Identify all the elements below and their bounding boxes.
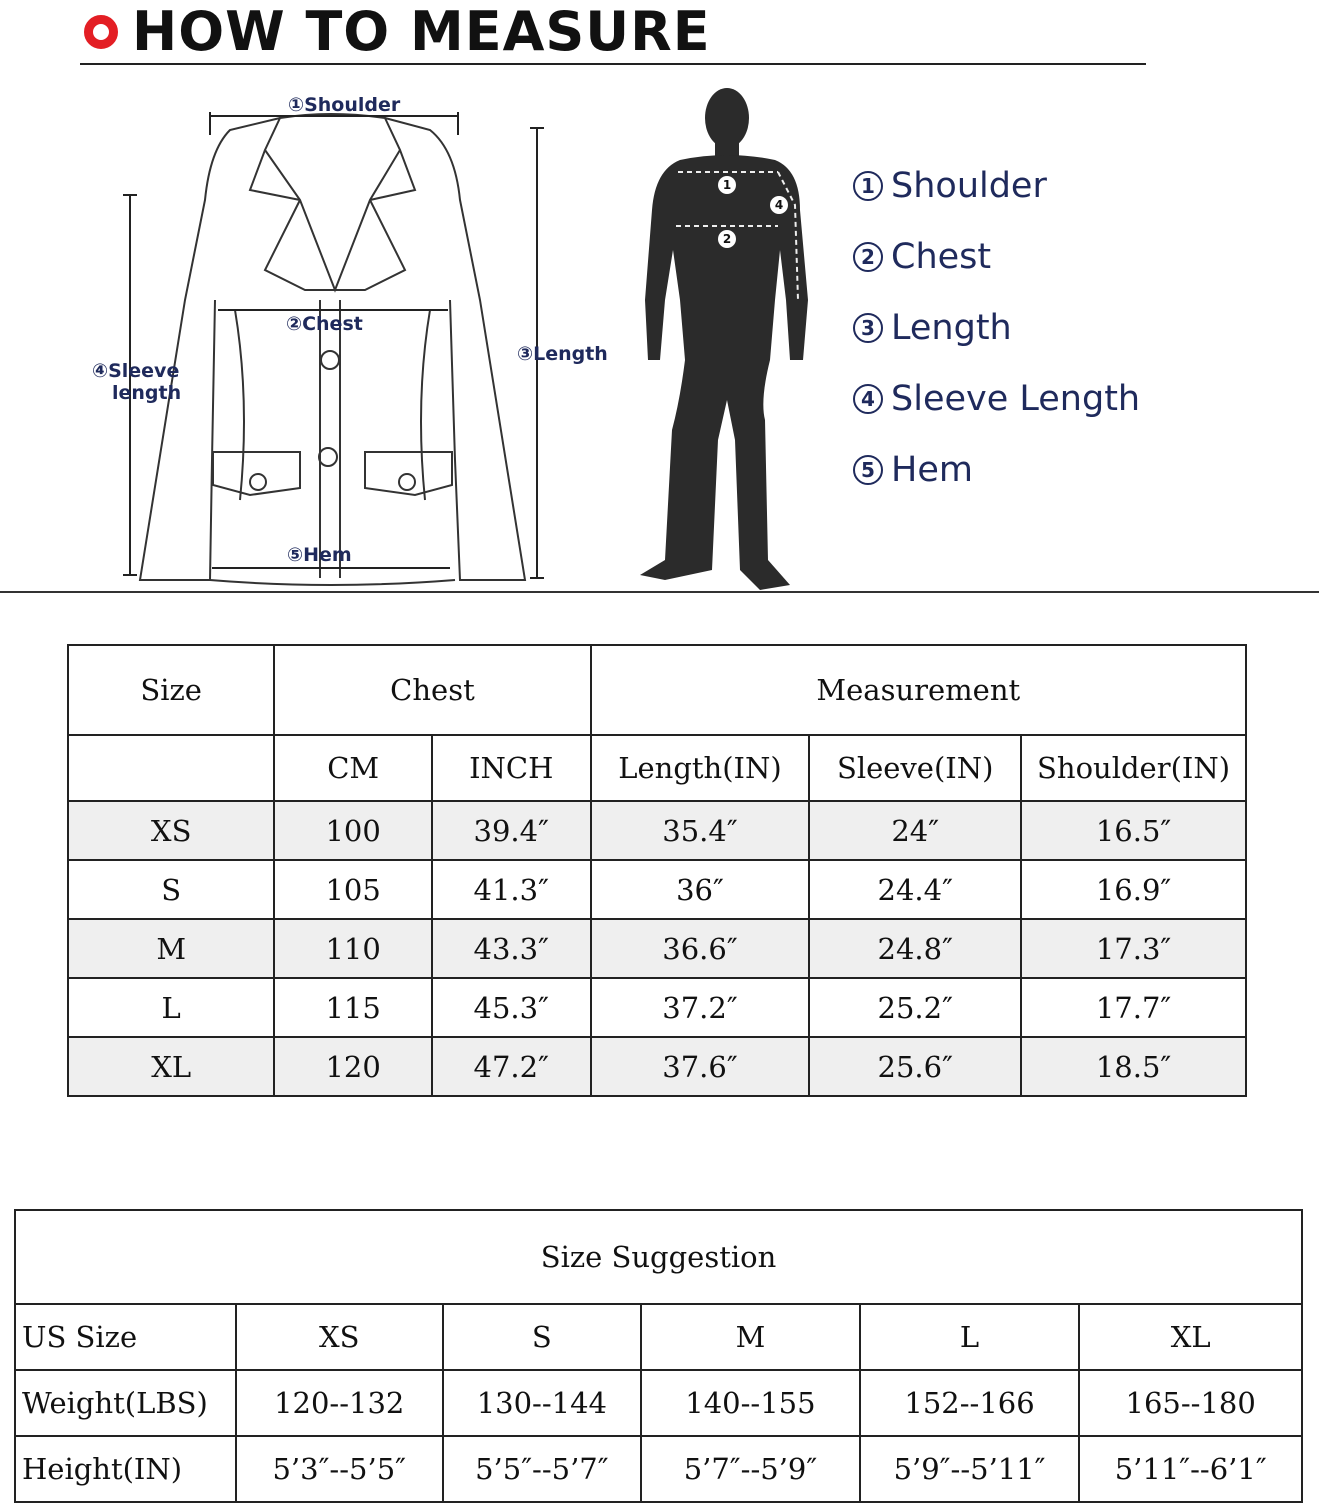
table-row: [68, 978, 1246, 1037]
table-row: [15, 1370, 1302, 1436]
section-divider: [0, 591, 1319, 593]
table-row: [68, 919, 1246, 978]
row-label: US Size: [15, 1304, 236, 1370]
cell: 43.3″: [432, 919, 591, 978]
cell: 24″: [809, 801, 1021, 860]
cell: 110: [274, 919, 432, 978]
cell: 5’7″--5’9″: [641, 1436, 860, 1502]
cell: 16.5″: [1021, 801, 1246, 860]
table-row: [68, 860, 1246, 919]
label-sleeve-2: length: [112, 382, 182, 404]
cell: 130--144: [443, 1370, 642, 1436]
legend-number-icon: 1: [853, 171, 883, 201]
header-measurement: Measurement: [591, 645, 1246, 735]
table-header-row: [68, 645, 1246, 735]
legend-label: Shoulder: [891, 165, 1047, 206]
header-chest: Chest: [274, 645, 590, 735]
legend-item: [853, 434, 1140, 505]
cell: XS: [236, 1304, 443, 1370]
cell: 39.4″: [432, 801, 591, 860]
suggestion-title: Size Suggestion: [15, 1210, 1302, 1304]
page-title: HOW TO MEASURE: [132, 0, 711, 63]
marker-1: 1: [722, 178, 732, 192]
cell: M: [68, 919, 274, 978]
legend-label: Hem: [891, 449, 973, 490]
legend-number-icon: 4: [853, 384, 883, 414]
cell: 36″: [591, 860, 810, 919]
jacket-labels: [92, 94, 608, 566]
subheader-length: Length(IN): [591, 735, 810, 801]
measurement-legend: [853, 150, 1140, 505]
cell: L: [68, 978, 274, 1037]
label-hem: ⑤Hem: [287, 544, 352, 566]
header-size: Size: [68, 645, 274, 735]
cell: 5’11″--6’1″: [1079, 1436, 1302, 1502]
cell: 105: [274, 860, 432, 919]
body-silhouette: [640, 88, 808, 590]
size-suggestion-table: [14, 1209, 1303, 1503]
cell: 25.2″: [809, 978, 1021, 1037]
legend-item: [853, 292, 1140, 363]
cell: 120--132: [236, 1370, 443, 1436]
label-chest: ②Chest: [286, 313, 363, 335]
legend-label: Length: [891, 307, 1012, 348]
size-chart-table: [67, 644, 1247, 1097]
label-sleeve-1: ④Sleeve: [92, 360, 180, 382]
subheader-inch: INCH: [432, 735, 591, 801]
label-shoulder: ①Shoulder: [288, 94, 401, 116]
cell: 45.3″: [432, 978, 591, 1037]
red-circle-icon: [84, 15, 118, 49]
cell: 140--155: [641, 1370, 860, 1436]
cell: 16.9″: [1021, 860, 1246, 919]
suggestion-title-row: [15, 1210, 1302, 1304]
cell: 5’3″--5’5″: [236, 1436, 443, 1502]
cell: 36.6″: [591, 919, 810, 978]
cell: 24.4″: [809, 860, 1021, 919]
cell: 47.2″: [432, 1037, 591, 1096]
cell: XS: [68, 801, 274, 860]
cell: XL: [1079, 1304, 1302, 1370]
cell: S: [443, 1304, 642, 1370]
cell: S: [68, 860, 274, 919]
legend-number-icon: 2: [853, 242, 883, 272]
cell: L: [860, 1304, 1080, 1370]
subheader-cm: CM: [274, 735, 432, 801]
legend-number-icon: 5: [853, 455, 883, 485]
jacket-sketch: [123, 112, 544, 585]
table-row: [15, 1436, 1302, 1502]
cell: 41.3″: [432, 860, 591, 919]
cell: 5’9″--5’11″: [860, 1436, 1080, 1502]
subheader-empty: [68, 735, 274, 801]
cell: 165--180: [1079, 1370, 1302, 1436]
cell: 152--166: [860, 1370, 1080, 1436]
table-row: [68, 1037, 1246, 1096]
marker-4: 4: [774, 198, 784, 212]
cell: 120: [274, 1037, 432, 1096]
page-header: [84, 2, 711, 62]
row-label: Height(IN): [15, 1436, 236, 1502]
legend-item: [853, 221, 1140, 292]
cell: M: [641, 1304, 860, 1370]
subheader-sleeve: Sleeve(IN): [809, 735, 1021, 801]
legend-item: [853, 363, 1140, 434]
cell: 35.4″: [591, 801, 810, 860]
cell: 17.3″: [1021, 919, 1246, 978]
legend-label: Sleeve Length: [891, 378, 1141, 419]
legend-number-icon: 3: [853, 313, 883, 343]
label-length: ③Length: [517, 343, 608, 365]
table-row: [68, 801, 1246, 860]
table-subheader-row: [68, 735, 1246, 801]
cell: 100: [274, 801, 432, 860]
cell: 17.7″: [1021, 978, 1246, 1037]
marker-2: 2: [722, 232, 732, 246]
cell: 37.2″: [591, 978, 810, 1037]
cell: 5’5″--5’7″: [443, 1436, 642, 1502]
cell: 115: [274, 978, 432, 1037]
table-row: [15, 1304, 1302, 1370]
cell: 24.8″: [809, 919, 1021, 978]
subheader-shoulder: Shoulder(IN): [1021, 735, 1246, 801]
header-divider: [80, 63, 1146, 65]
legend-item: [853, 150, 1140, 221]
cell: XL: [68, 1037, 274, 1096]
cell: 37.6″: [591, 1037, 810, 1096]
row-label: Weight(LBS): [15, 1370, 236, 1436]
cell: 25.6″: [809, 1037, 1021, 1096]
cell: 18.5″: [1021, 1037, 1246, 1096]
legend-label: Chest: [891, 236, 992, 277]
